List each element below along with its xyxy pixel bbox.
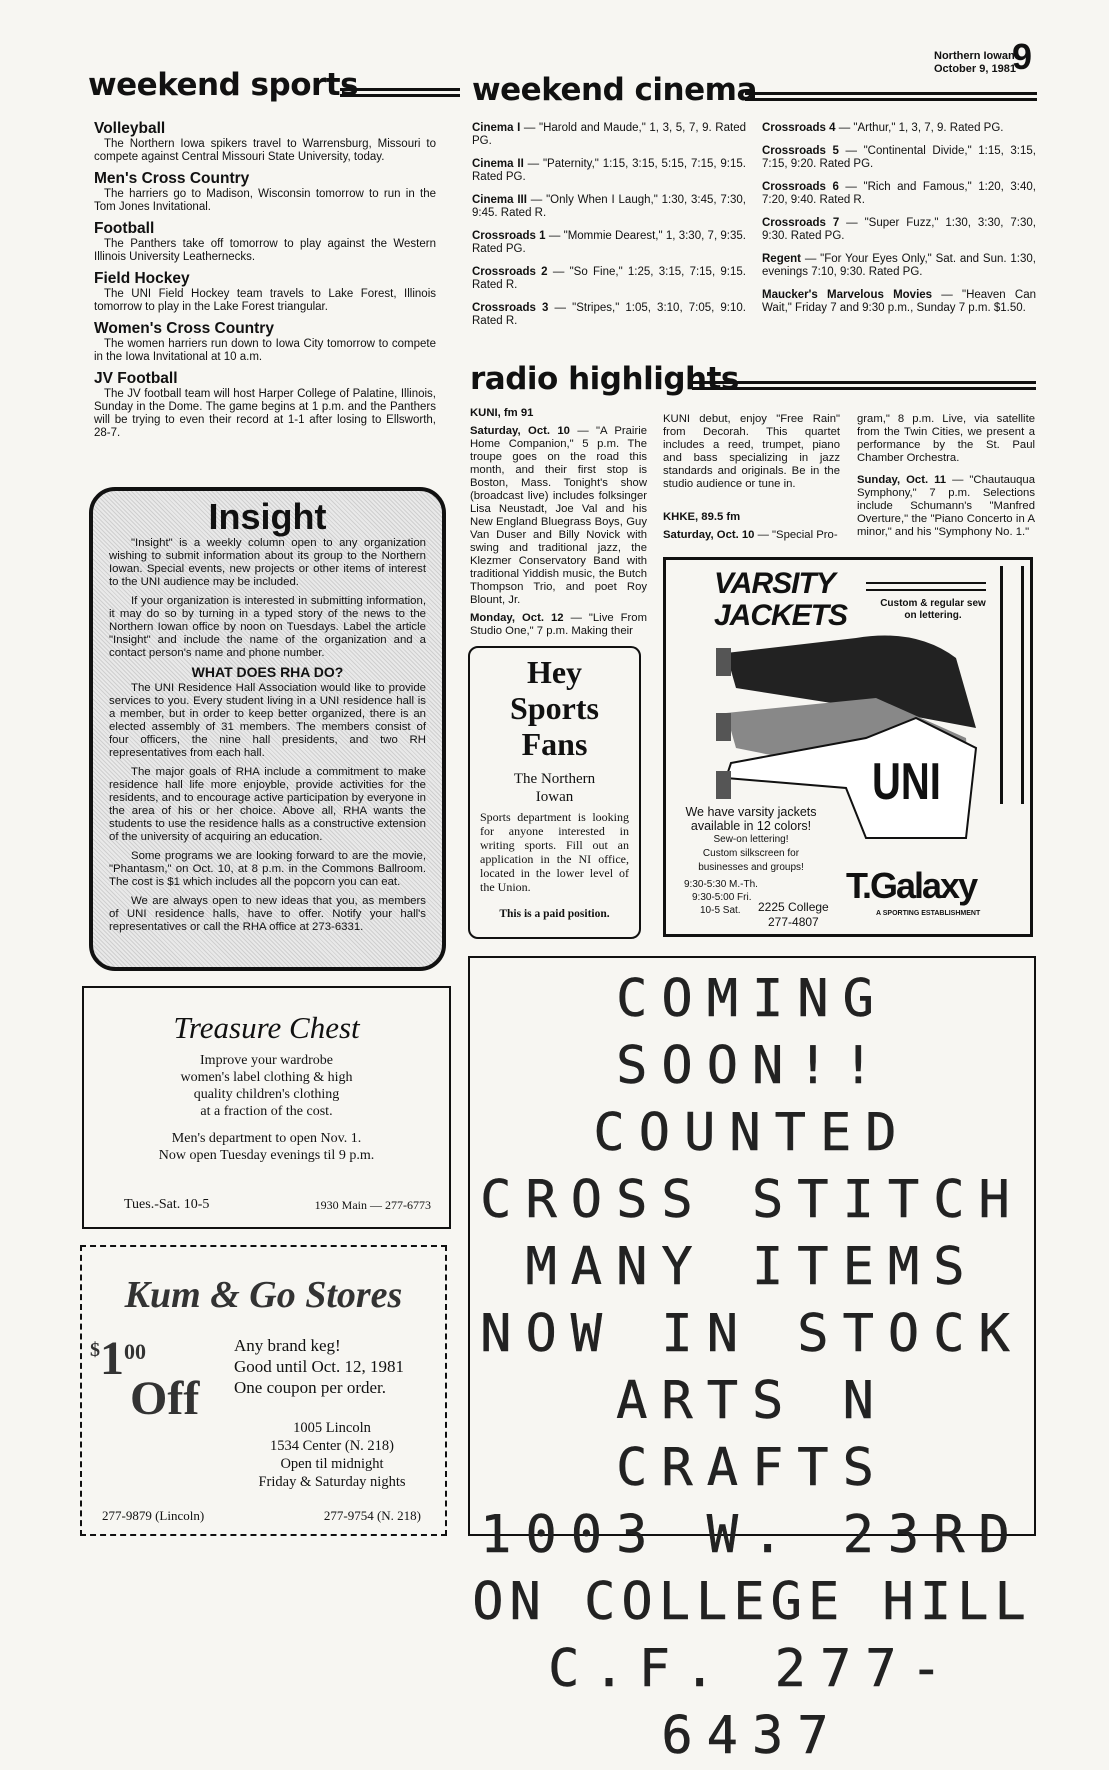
listing: Regent — "For Your Eyes Only," Sat. and Sun. 1:30, evenings 7:10, 9:30. Rated PG. — [762, 253, 1036, 278]
jacket-lettering: UNI — [872, 753, 941, 811]
ad-line: at a fraction of the cost. — [200, 1104, 333, 1119]
radio-column-2 — [663, 413, 840, 547]
sports-section-title: weekend sports — [88, 67, 359, 103]
program: Saturday, Oct. 10 — "A Prairie Home Companion," 5 p.m. The troupe goes on the road this month, and their first stop is Boston, Mass. Tonight's show (broadcast live) includes folksinger Lisa Neustadt, Joe Val and his New England Bluegrass Boys, Guy Van Duser and Billy Novick with swing and traditional jazz, the Klezmer Conservatory Band with traditional Yiddish music, the Butch Thompson Trio, and poet Roy Blount, Jr. — [470, 425, 647, 606]
ad-address: 1930 Main — 277-6773 — [314, 1198, 431, 1212]
ad-line: 1534 Center (N. 218) — [269, 1438, 395, 1454]
ad-line: Custom silkscreen for — [702, 848, 800, 859]
sports-text: The UNI Field Hockey team travels to Lake Forest, Illinois tomorrow to play in the Lake Forest triangular. — [94, 288, 436, 313]
hours: 9:30-5:00 Fri. — [692, 892, 752, 903]
station-name: KHKE, 89.5 fm — [663, 511, 741, 523]
sports-item — [94, 220, 436, 264]
sports-text: The Northern Iowa spikers travel to Warrensburg, Missouri to compete against Central Missouri State University, today. — [94, 138, 436, 163]
ad-line: Sew-on lettering! — [713, 834, 789, 845]
ad-line: ON COLLEGE HILL — [472, 1572, 1032, 1632]
ad-title: Sports — [510, 690, 599, 726]
radio-column-1 — [470, 407, 647, 643]
section-rule — [340, 88, 460, 97]
ad-line: businesses and groups! — [698, 862, 804, 873]
radio-section-title: radio highlights — [470, 361, 739, 397]
ad-line: Now open Tuesday evenings til 9 p.m. — [158, 1148, 375, 1163]
sports-item — [94, 370, 436, 440]
sports-heading: Field Hockey — [94, 270, 190, 287]
sports-heading: Volleyball — [94, 120, 166, 137]
insight-paragraph: The UNI Residence Hall Association would like to provide services to you. Every student living in a UNI residence hall is a member, but in order to keep better organized, there is an elected assembly of 31 members. The members consist of four officers, the nine hall presidents, and two RH representatives from each hall. — [109, 682, 426, 759]
ad-line: One coupon per order. — [234, 1378, 387, 1397]
phone: 277-9879 (Lincoln) — [102, 1508, 205, 1523]
ad-line: C.F. 277-6437 — [548, 1639, 956, 1766]
listing: Crossroads 6 — "Rich and Famous," 1:20, 3:40, 7:20, 9:40. Rated R. — [762, 181, 1036, 206]
ad-line: Good until Oct. 12, 1981 — [234, 1357, 404, 1376]
ad-subtitle: Iowan — [535, 789, 574, 805]
ad-subtitle: The Northern — [513, 771, 596, 787]
varsity-jackets-ad — [663, 557, 1033, 937]
varsity-logo: VARSITY JACKETS — [714, 567, 848, 632]
sports-item — [94, 120, 436, 164]
ad-line: 1005 Lincoln — [293, 1420, 371, 1436]
ad-line: Any brand keg! — [234, 1336, 341, 1355]
ad-line: Open til midnight — [280, 1456, 384, 1472]
listing: Crossroads 4 — "Arthur," 1, 3, 7, 9. Rated PG. — [762, 122, 1004, 134]
insight-paragraph: "Insight" is a weekly column open to any organization wishing to submit information about its group to the Northern Iowan. Special events, new projects or other items of interest to the UNI audience may be included. — [109, 537, 426, 588]
sports-text: The harriers go to Madison, Wisconsin tomorrow to run in the Tom Jones Invitational. — [94, 188, 436, 213]
ad-footer: This is a paid position. — [499, 908, 610, 920]
sports-text: The Panthers take off tomorrow to play against the Western Illinois University Leathernecks. — [94, 238, 436, 263]
sports-item — [94, 320, 436, 364]
phone: 277-9754 (N. 218) — [323, 1508, 421, 1523]
sports-item — [94, 270, 436, 314]
ad-title: Treasure Chest — [173, 1010, 360, 1045]
insight-paragraph: The major goals of RHA include a commitment to make residence hall life more enjoyble, provide activities for the residents, and to encourage active participation by everyone in the area of his or her choice. Above all, RHA wants the students to use the residence halls as a constructive extension of the university of acquiring an education. — [109, 766, 426, 843]
sports-heading: JV Football — [94, 370, 178, 387]
insight-paragraph: We are always open to new ideas that you, as members of UNI residence halls, have to offer. Notify your hall's representatives or call the RHA office at 273-6331. — [109, 895, 426, 933]
ad-hours: Tues.-Sat. 10-5 — [124, 1197, 210, 1212]
ad-line: Improve your wardrobe — [200, 1053, 333, 1068]
address: 2225 College — [758, 900, 829, 914]
ad-line: MANY ITEMS — [525, 1237, 979, 1297]
ad-line: 1003 W. 23RD — [480, 1505, 1024, 1565]
ad-line: Friday & Saturday nights — [258, 1474, 406, 1490]
ad-title: Fans — [521, 726, 588, 762]
page-number: 9 — [1012, 36, 1033, 77]
cinema-right-column — [762, 122, 1036, 325]
ad-line: We have varsity jackets — [685, 805, 817, 819]
ad-line: quality children's clothing — [193, 1087, 340, 1102]
issue-date: October 9, 1981 — [934, 63, 1016, 75]
ad-text: Sports department is looking for anyone interested in writing sports. Fill out an application in the NI office, located in the lower level of the Union. — [480, 810, 629, 894]
logo-stripes — [866, 582, 986, 591]
ad-line: NOW IN STOCK — [480, 1304, 1024, 1364]
program-text: KUNI debut, enjoy "Free Rain" from Decorah. This quartet includes a reed, trumpet, piano and bass specializing in jazz standards and originals. Be in the studio audience or tune in. — [663, 413, 840, 490]
listing: Cinema I — "Harold and Maude," 1, 3, 5, 7, 9. Rated PG. — [472, 122, 746, 147]
masthead — [934, 50, 1016, 76]
insight-paragraph: Some programs we are looking forward to are the movie, "Phantasm," on Oct. 10, at 8 p.m. in the Commons Ballroom. The cost is $1 which includes all the popcorn you can eat. — [109, 850, 426, 888]
ad-line: CROSS STITCH — [480, 1170, 1024, 1230]
listing: Cinema III — "Only When I Laugh," 1:30, 3:45, 7:30, 9:45. Rated R. — [472, 194, 746, 219]
cross-stitch-ad — [468, 956, 1036, 1766]
sports-heading: Men's Cross Country — [94, 170, 250, 187]
program-text: gram," 8 p.m. Live, via satellite from the Twin Cities, we present a performance by the St. Paul Chamber Orchestra. — [857, 413, 1035, 464]
sports-heading: Women's Cross Country — [94, 320, 274, 337]
listing: Crossroads 7 — "Super Fuzz," 1:30, 3:30, 7:30, 9:30. Rated PG. — [762, 217, 1036, 242]
treasure-chest-ad — [82, 986, 451, 1229]
program: Saturday, Oct. 10 — "Special Pro- — [663, 529, 838, 541]
ad-line: Men's department to open Nov. 1. — [171, 1131, 362, 1146]
sports-heading: Football — [94, 220, 155, 237]
ad-title: Kum & Go Stores — [124, 1274, 403, 1316]
cinema-section-title: weekend cinema — [472, 72, 757, 108]
cinema-left-column — [472, 122, 746, 338]
kum-go-coupon — [80, 1245, 447, 1536]
tgalaxy-tagline: A SPORTING ESTABLISHMENT — [876, 910, 981, 917]
listing: Crossroads 2 — "So Fine," 1:25, 3:15, 7:15, 9:15. Rated R. — [472, 266, 746, 291]
listing: Crossroads 5 — "Continental Divide," 1:15, 3:15, 7:15, 9:20. Rated PG. — [762, 145, 1036, 170]
program: Sunday, Oct. 11 — "Chautauqua Symphony," 7 p.m. Selections include Schumann's "Manfred Overture," the "Piano Concerto in A minor," and his "Symphony No. 1." — [857, 474, 1035, 538]
listing: Maucker's Marvelous Movies — "Heaven Can Wait," Friday 7 and 9:30 p.m., Sunday 7 p.m. $1.50. — [762, 289, 1036, 314]
hours: 9:30-5:30 M.-Th. — [684, 879, 758, 890]
ad-line: ARTS N CRAFTS — [616, 1371, 888, 1498]
phone: 277-4807 — [768, 915, 819, 929]
listing: Crossroads 3 — "Stripes," 1:05, 3:10, 7:05, 9:10. Rated R. — [472, 302, 746, 327]
discount-badge: $100 Off — [90, 1332, 200, 1425]
sports-fans-ad — [468, 646, 641, 939]
hours: 10-5 Sat. — [700, 905, 741, 916]
tgalaxy-logo: T.Galaxy — [846, 865, 977, 906]
station-name: KUNI, fm 91 — [470, 407, 534, 419]
insight-box — [89, 487, 446, 971]
sports-column — [94, 114, 436, 440]
radio-column-3 — [857, 413, 1035, 544]
ad-title: Hey — [526, 654, 583, 690]
paper-name: Northern Iowan — [934, 50, 1015, 62]
section-rule — [745, 92, 1037, 101]
ad-note: Custom & regular sew on lettering. — [880, 598, 986, 621]
section-rule — [692, 381, 1036, 390]
listing: Crossroads 1 — "Mommie Dearest," 1, 3:30, 7, 9:35. Rated PG. — [472, 230, 746, 255]
sports-item — [94, 170, 436, 214]
ad-line: women's label clothing & high — [180, 1070, 353, 1085]
ad-line: COMING SOON!! — [616, 969, 888, 1096]
insight-paragraph: If your organization is interested in submitting information, it may do so by turning in a typed story of the news to the Northern Iowan office by noon on Tuesdays. Label the article "Insight" and include the name of the organization and a contact person's name and phone number. — [109, 595, 426, 659]
insight-subhead: WHAT DOES RHA DO? — [191, 664, 344, 680]
ad-line: available in 12 colors! — [690, 819, 812, 833]
ad-line: COUNTED — [593, 1103, 911, 1163]
sports-text: The women harriers run down to Iowa City tomorrow to compete in the Iowa Invitational at 10 a.m. — [94, 338, 436, 363]
listing: Cinema II — "Paternity," 1:15, 3:15, 5:15, 7:15, 9:15. Rated PG. — [472, 158, 746, 183]
insight-title: Insight — [208, 496, 327, 537]
program: Monday, Oct. 12 — "Live From Studio One," 7 p.m. Making their — [470, 612, 647, 637]
sports-text: The JV football team will host Harper College of Palatine, Illinois, Sunday in the Dome. The game begins at 1 p.m. and the Panthers will be trying to even their record at 1-1 after losing to Ellsworth, 28-7. — [94, 388, 436, 439]
